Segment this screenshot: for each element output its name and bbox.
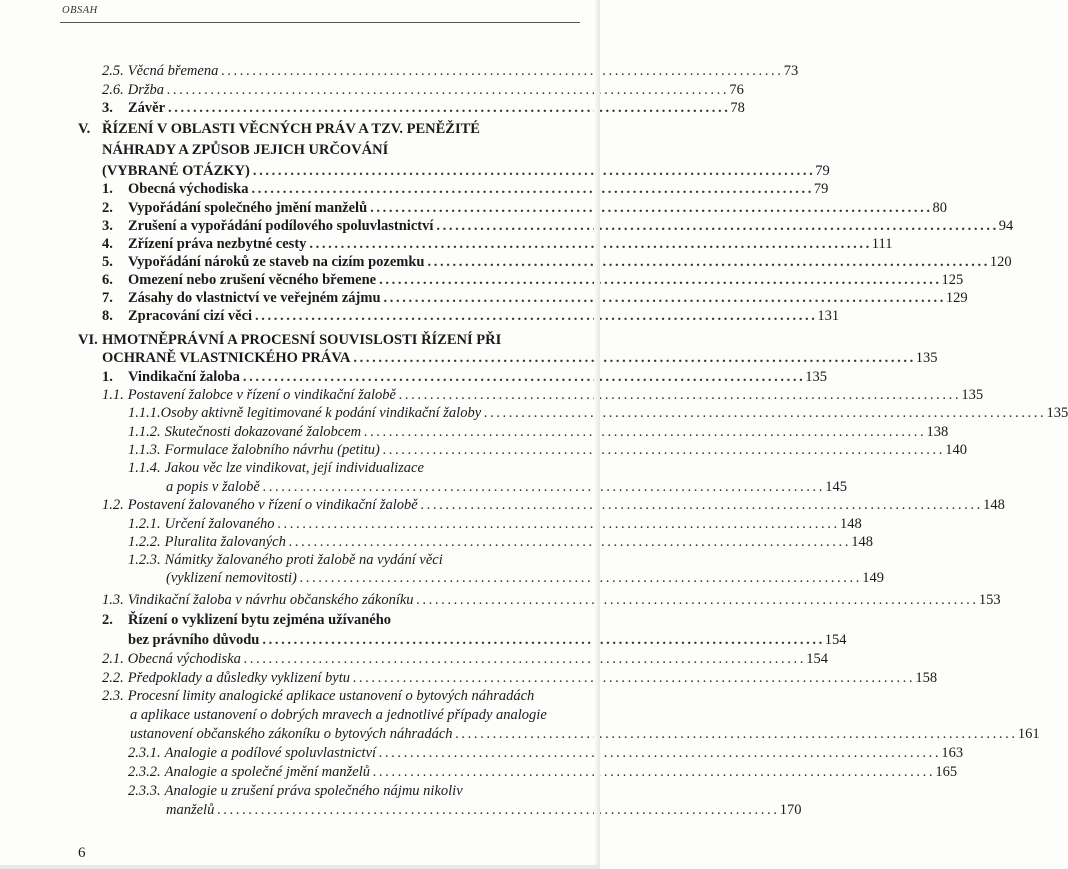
toc-entry-number: 2.1.: [102, 651, 124, 667]
toc-entry: [102, 385, 984, 405]
dot-leader: [417, 590, 976, 610]
toc-entry: [102, 686, 561, 706]
toc-entry: [102, 288, 968, 308]
toc-entry-page: 135: [805, 369, 827, 385]
dot-leader: [364, 422, 923, 442]
dot-leader: [309, 234, 868, 254]
page-bottom-edge: [0, 865, 600, 869]
toc-entry-continuation: [128, 630, 847, 650]
toc-entry-continuation: [102, 161, 830, 181]
running-header: OBSAH: [62, 5, 98, 16]
toc-entry-page: 154: [824, 632, 847, 648]
toc-entry-number: 1.1.3.: [128, 442, 161, 458]
toc-entry: [128, 743, 964, 763]
toc-entry: [128, 458, 561, 478]
toc-entry-page: 76: [729, 82, 744, 98]
toc-entry: [102, 234, 893, 254]
toc-entry-page: 135: [915, 350, 938, 366]
toc-entry-title: Vypořádání nároků ze staveb na cizím pozemku: [128, 254, 425, 270]
toc-entry-number: 1.2.2.: [128, 534, 161, 550]
toc-entry-title: Osoby aktivně legitimované k podání vindikační žaloby: [160, 405, 482, 421]
toc-entry-page: 79: [815, 163, 830, 179]
dot-leader: [384, 288, 943, 308]
toc-entry-continuation: [102, 348, 938, 368]
toc-entry-number: 1.2.: [102, 497, 124, 513]
toc-entry-title: Vindikační žaloba v návrhu občanského zákoníku: [127, 592, 414, 608]
dot-leader: [427, 252, 986, 272]
toc-entry: [128, 532, 873, 552]
dot-leader: [168, 98, 727, 118]
toc-entry: [102, 610, 561, 630]
toc-entry: [78, 330, 561, 350]
toc-entry: [102, 668, 938, 688]
toc-entry-number: 1.2.1.: [128, 516, 161, 532]
toc-entry-number: 1.1.: [102, 387, 124, 403]
toc-entry-number: 2.: [102, 612, 113, 628]
toc-entry-title: Formulace žalobního návrhu (petitu): [164, 442, 380, 458]
toc-entry-number: 3.: [102, 218, 113, 234]
toc-entry-number: 1.1.1.: [128, 405, 161, 421]
toc-entry-title: Jakou věc lze vindikovat, její individualizace: [164, 460, 424, 476]
dot-leader: [353, 668, 912, 688]
toc-entry: [102, 179, 829, 199]
toc-entry-title: Obecná východiska: [128, 181, 249, 197]
toc-entry-page: 163: [941, 745, 964, 761]
dot-leader: [243, 367, 802, 387]
toc-entry-continuation: [130, 705, 561, 725]
toc-entry-title: Analogie a podílové spoluvlastnictví: [164, 745, 377, 761]
dot-leader: [379, 270, 938, 290]
toc-entry-title: a popis v žalobě: [166, 479, 260, 495]
toc-entry-title: (vyklizení nemovitosti): [166, 570, 297, 586]
toc-entry-title: Obecná východiska: [127, 651, 241, 667]
toc-entry-number: V.: [78, 121, 91, 137]
toc-entry: [102, 252, 1012, 272]
toc-entry: [128, 514, 862, 534]
toc-entry-title: Skutečnosti dokazované žalobcem: [164, 424, 362, 440]
toc-entry-number: VI.: [78, 332, 98, 348]
toc-entry-title: Procesní limity analogické aplikace ustanovení o bytových náhradách: [127, 688, 535, 704]
toc-entry-title: ustanovení občanského zákoníku o bytových náhradách: [130, 726, 453, 742]
dot-leader: [255, 306, 814, 326]
toc-entry: [102, 367, 827, 387]
toc-entry-title: Předpoklady a důsledky vyklizení bytu: [127, 670, 351, 686]
toc-entry-page: 73: [783, 63, 799, 79]
dot-leader: [370, 198, 929, 218]
toc-entry: [102, 495, 1005, 515]
toc-entry-title: Zpracování cizí věci: [128, 308, 253, 324]
toc-entry-title: Vindikační žaloba: [128, 369, 240, 385]
toc-entry: [102, 306, 840, 326]
toc-entry-continuation: [166, 477, 847, 497]
dot-leader: [263, 477, 822, 497]
toc-entry-title: Analogie a společné jmění manželů: [164, 764, 370, 780]
toc-entry: [128, 762, 958, 782]
toc-entry-page: 161: [1017, 726, 1040, 742]
toc-entry: [78, 119, 561, 139]
header-rule: [60, 22, 580, 23]
toc-entry: [102, 649, 829, 669]
toc-entry-number: 6.: [102, 272, 113, 288]
dot-leader: [262, 630, 821, 650]
toc-entry: [128, 550, 561, 570]
toc-entry-title: Závěr: [128, 100, 166, 116]
toc-entry-page: 140: [945, 442, 967, 458]
toc-entry: [102, 198, 948, 218]
toc-entry-title: Zásahy do vlastnictví ve veřejném zájmu: [128, 290, 381, 306]
toc-entry-page: 149: [862, 570, 884, 586]
toc-entry: [102, 216, 1014, 236]
toc-entry-page: 79: [813, 181, 829, 197]
toc-entry-page: 131: [817, 308, 840, 324]
toc-entry-title: Postavení žalobce v řízení o vindikační žalobě: [127, 387, 396, 403]
toc-entry-number: 1.: [102, 369, 113, 385]
dot-leader: [353, 348, 912, 368]
toc-entry-number: 7.: [102, 290, 113, 306]
toc-entry-page: 78: [730, 100, 745, 116]
toc-entry-number: 2.3.1.: [128, 745, 161, 761]
toc-entry-page: 125: [941, 272, 964, 288]
toc-entry-number: 1.: [102, 181, 113, 197]
toc-entry-number: 1.1.4.: [128, 460, 161, 476]
toc-entry-title: manželů: [166, 802, 215, 818]
toc-entry: [128, 422, 949, 442]
toc-entry-page: 153: [978, 592, 1001, 608]
toc-entry-title: Řízení o vyklizení bytu zejména užívaného: [128, 612, 392, 628]
toc-entry-page: 145: [825, 479, 847, 495]
toc-entry-continuation: [166, 800, 802, 820]
toc-entry-number: 2.2.: [102, 670, 124, 686]
dot-leader: [253, 161, 812, 181]
toc-entry-number: 2.: [102, 200, 113, 216]
dot-leader: [421, 495, 980, 515]
toc-entry-title: Držba: [127, 82, 165, 98]
toc-entry-title: a aplikace ustanovení o dobrých mravech a jednotlivé případy analogie: [130, 707, 547, 723]
toc-entry: [102, 80, 744, 100]
dot-leader: [399, 385, 958, 405]
toc-entry-number: 5.: [102, 254, 113, 270]
dot-leader: [383, 440, 942, 460]
toc-entry-title: Postavení žalovaného v řízení o vindikační žalobě: [127, 497, 418, 513]
toc-entry-title: Pluralita žalovaných: [164, 534, 286, 550]
toc-entry-page: 80: [932, 200, 948, 216]
toc-entry-continuation: [166, 568, 884, 588]
toc-entry-page: 148: [851, 534, 873, 550]
toc-entry: [128, 781, 561, 801]
dot-leader: [289, 532, 848, 552]
dot-leader: [436, 216, 995, 236]
toc-entry-title: Omezení nebo zrušení věcného břemene: [128, 272, 377, 288]
toc-entry-number: 1.3.: [102, 592, 124, 608]
toc-entry-number: 2.5.: [102, 63, 124, 79]
dot-leader: [373, 762, 932, 782]
toc-entry-page: 154: [806, 651, 829, 667]
toc-entry-title: Určení žalovaného: [164, 516, 275, 532]
toc-entry-page: 170: [779, 802, 802, 818]
toc-entry-number: 3.: [102, 100, 113, 116]
toc-entry-title: Zrušení a vypořádání podílového spoluvlastnictví: [128, 218, 434, 234]
toc-entry-page: 94: [998, 218, 1014, 234]
toc-entry-number: 4.: [102, 236, 113, 252]
toc-entry-title: bez právního důvodu: [128, 632, 260, 648]
toc-entry-number: 1.1.2.: [128, 424, 161, 440]
toc-entry-page: 129: [945, 290, 968, 306]
toc-entry-title: Analogie u zrušení práva společného nájmu nikoliv: [164, 783, 463, 799]
toc-entry-title: ŘÍZENÍ V OBLASTI VĚCNÝCH PRÁV A TZV. PENĚŽITÉ: [102, 121, 480, 137]
toc-entry-title: HMOTNĚPRÁVNÍ A PROCESNÍ SOUVISLOSTI ŘÍZENÍ PŘI: [102, 332, 502, 348]
toc-entry: [128, 403, 1068, 423]
dot-leader: [379, 743, 938, 763]
toc-entry: [102, 270, 964, 290]
toc-entry-page: 158: [915, 670, 938, 686]
toc-entry-number: 2.3.3.: [128, 783, 161, 799]
dot-leader: [300, 568, 859, 588]
toc-entry-page: 135: [961, 387, 984, 403]
dot-leader: [456, 724, 1015, 744]
toc-entry-page: 165: [935, 764, 958, 780]
toc-entry: [102, 61, 799, 81]
dot-leader: [221, 61, 780, 81]
toc-entry-number: 2.6.: [102, 82, 124, 98]
toc-entry-continuation: [102, 140, 561, 160]
toc-entry-title: NÁHRADY A ZPŮSOB JEJICH URČOVÁNÍ: [102, 142, 389, 158]
dot-leader: [484, 403, 1043, 423]
toc-entry: [102, 590, 1001, 610]
toc-entry: [128, 440, 967, 460]
toc-entry-number: 2.3.: [102, 688, 124, 704]
dot-leader: [167, 80, 726, 100]
toc-entry-page: 135: [1046, 405, 1068, 421]
toc-entry-page: 111: [871, 236, 893, 252]
toc-entry-title: Námitky žalovaného proti žalobě na vydání věci: [164, 552, 443, 568]
toc-entry-title: Věcná břemena: [127, 63, 219, 79]
toc-entry-title: Zřízení práva nezbytné cesty: [128, 236, 307, 252]
toc-entry-title: Vypořádání společného jmění manželů: [128, 200, 368, 216]
toc-entry-page: 148: [983, 497, 1005, 513]
toc-entry-page: 120: [989, 254, 1012, 270]
toc-entry-title: OCHRANĚ VLASTNICKÉHO PRÁVA: [102, 350, 351, 366]
dot-leader: [278, 514, 837, 534]
dot-leader: [244, 649, 803, 669]
dot-leader: [251, 179, 810, 199]
toc-entry-page: 148: [839, 516, 862, 532]
toc-entry-number: 8.: [102, 308, 113, 324]
page-number: 6: [78, 845, 86, 861]
toc-entry-continuation: [130, 724, 1040, 744]
toc-entry-page: 138: [926, 424, 949, 440]
toc-entry-number: 2.3.2.: [128, 764, 161, 780]
page-edge: [594, 0, 600, 869]
toc-entry: [102, 98, 745, 118]
dot-leader: [217, 800, 776, 820]
toc-entry-title: (VYBRANÉ OTÁZKY): [102, 163, 250, 179]
toc-entry-number: 1.2.3.: [128, 552, 161, 568]
